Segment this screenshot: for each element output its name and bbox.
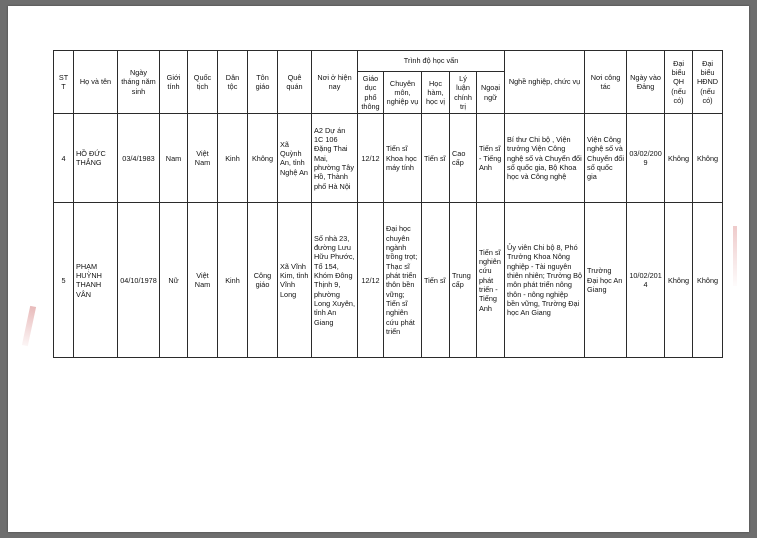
cell-dan-toc: Kinh [218,114,248,203]
cell-hoc-ham-hoc-vi: Tiến sĩ [422,203,450,358]
header-trinh-do-hoc-van: Trình độ học vấn [358,51,505,72]
scan-artifact-right [733,226,737,286]
header-giao-duc-pho-thong: Giáo dục phổ thông [358,72,384,114]
table-row [54,203,723,358]
cell-giao-duc-pho-thong: 12/12 [358,114,384,203]
cell-hoc-ham-hoc-vi: Tiến sĩ [422,114,450,203]
header-stt: ST T [54,51,74,114]
cell-dai-bieu-qh: Không [665,203,693,358]
cell-noi-cong-tac: Viện Công nghệ số và Chuyển đổi số quốc gia [585,114,627,203]
cell-nghe-nghiep: Ủy viên Chi bộ 8, Phó Trưởng Khoa Nông nghiệp - Tài nguyên thiên nhiên; Trưởng Bộ môn phát triển nông thôn - nông nghiệp bền vững, Trường Đại học An Giang [505,203,585,358]
cell-nghe-nghiep: Bí thư Chi bộ , Viện trưởng Viện Công nghệ số và Chuyển đổi số quốc gia, Bộ Khoa học và Công nghệ [505,114,585,203]
cell-giao-duc-pho-thong: 12/12 [358,203,384,358]
table-row [54,114,723,203]
cell-chuyen-mon: Đại học chuyên ngành trồng trọt; Thạc sĩ phát triển thôn bền vững; Tiến sĩ nghiên cứu phát triển [384,203,422,358]
header-ngay-vao-dang: Ngày vào Đảng [627,51,665,114]
cell-noi-o: A2 Dự án 1C 106 Đặng Thai Mai, phường Tây Hồ, Thành phố Hà Nội [312,114,358,203]
cell-ly-luan: Cao cấp [450,114,477,203]
table-header-row-1 [54,51,723,72]
scan-artifact-left [22,306,36,346]
header-noi-o: Nơi ở hiện nay [312,51,358,114]
candidate-table-container [53,50,719,358]
cell-dai-bieu-hdnd: Không [693,114,723,203]
cell-ly-luan: Trung cấp [450,203,477,358]
header-dan-toc: Dân tộc [218,51,248,114]
cell-ngoai-ngu: Tiến sĩ - Tiếng Anh [477,114,505,203]
cell-noi-cong-tac: Trường Đại học An Giang [585,203,627,358]
header-ngoai-ngu: Ngoại ngữ [477,72,505,114]
cell-ho-ten: HỒ ĐỨC THẮNG [74,114,118,203]
header-ton-giao: Tôn giáo [248,51,278,114]
header-dai-bieu-hdnd: Đại biểu HĐND (nếu có) [693,51,723,114]
cell-que-quan: Xã Quỳnh An, tỉnh Nghệ An [278,114,312,203]
header-ly-luan: Lý luận chính trị [450,72,477,114]
cell-stt: 5 [54,203,74,358]
header-hoc-ham-hoc-vi: Học hàm, học vị [422,72,450,114]
cell-que-quan: Xã Vĩnh Kim, tỉnh Vĩnh Long [278,203,312,358]
cell-dai-bieu-qh: Không [665,114,693,203]
cell-quoc-tich: Việt Nam [188,114,218,203]
cell-ho-ten: PHẠM HUỲNH THANH VÂN [74,203,118,358]
cell-dan-toc: Kinh [218,203,248,358]
cell-ngay-sinh: 04/10/1978 [118,203,160,358]
candidate-table [53,50,723,358]
header-noi-cong-tac: Nơi công tác [585,51,627,114]
cell-gioi-tinh: Nữ [160,203,188,358]
cell-gioi-tinh: Nam [160,114,188,203]
cell-ngoai-ngu: Tiến sĩ nghiên cứu phát triển - Tiếng Anh [477,203,505,358]
cell-ngay-vao-dang: 10/02/2014 [627,203,665,358]
header-que-quan: Quê quán [278,51,312,114]
cell-stt: 4 [54,114,74,203]
header-gioi-tinh: Giới tính [160,51,188,114]
cell-noi-o: Số nhà 23, đường Lưu Hữu Phước, Tổ 154, Khóm Đông Thịnh 9, phường Long Xuyên, tỉnh An Giang [312,203,358,358]
header-ho-ten: Họ và tên [74,51,118,114]
header-ngay-sinh: Ngày tháng năm sinh [118,51,160,114]
cell-dai-bieu-hdnd: Không [693,203,723,358]
cell-chuyen-mon: Tiến sĩ Khoa học máy tính [384,114,422,203]
document-page [8,6,749,532]
header-chuyen-mon: Chuyên môn, nghiệp vụ [384,72,422,114]
header-nghe-nghiep: Nghề nghiệp, chức vụ [505,51,585,114]
header-dai-bieu-qh: Đại biểu QH (nếu có) [665,51,693,114]
cell-ton-giao: Công giáo [248,203,278,358]
cell-quoc-tich: Việt Nam [188,203,218,358]
cell-ton-giao: Không [248,114,278,203]
cell-ngay-vao-dang: 03/02/2009 [627,114,665,203]
cell-ngay-sinh: 03/4/1983 [118,114,160,203]
header-quoc-tich: Quốc tịch [188,51,218,114]
